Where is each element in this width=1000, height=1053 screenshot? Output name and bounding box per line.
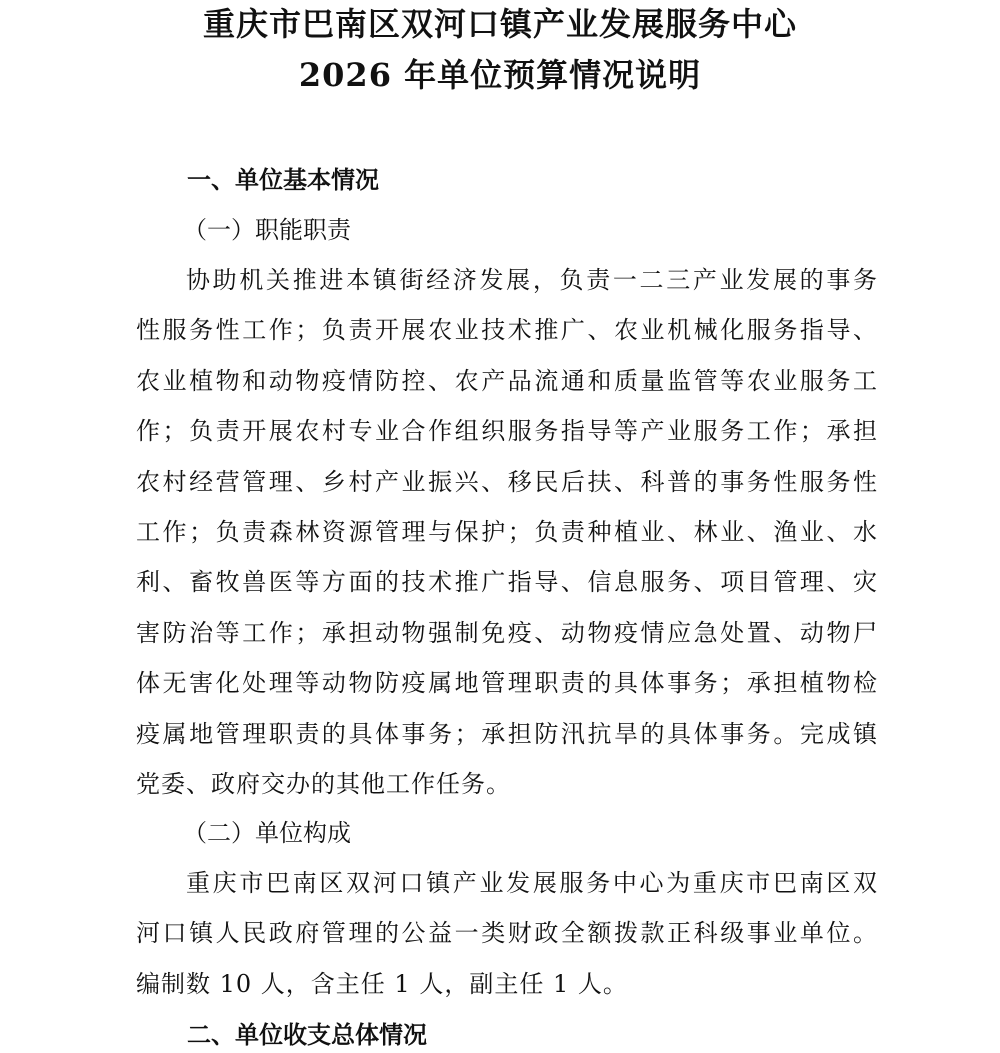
paragraph-line: 体无害化处理等动物防疫属地管理职责的具体事务；承担植物检	[136, 669, 878, 698]
paragraph-line: 利、畜牧兽医等方面的技术推广指导、信息服务、项目管理、灾	[136, 568, 878, 597]
paragraph-line: 农业植物和动物疫情防控、农产品流通和质量监管等农业服务工	[136, 366, 878, 395]
section-heading-income-expenditure: 二、单位收支总体情况	[187, 1021, 427, 1049]
subsection-heading-functions: （一）职能职责	[183, 216, 351, 244]
paragraph-line: 作；负责开展农村专业合作组织服务指导等产业服务工作；承担	[136, 417, 878, 446]
subsection-heading-composition: （二）单位构成	[183, 819, 351, 847]
paragraph-line: 重庆市巴南区双河口镇产业发展服务中心为重庆市巴南区双	[186, 869, 878, 897]
document-title-line-2: 2026 年单位预算情况说明	[298, 56, 702, 94]
paragraph-line: 党委、政府交办的其他工作任务。	[136, 770, 511, 799]
paragraph-line: 协助机关推进本镇街经济发展，负责一二三产业发展的事务	[186, 266, 878, 294]
paragraph-line: 河口镇人民政府管理的公益一类财政全额拨款正科级事业单位。	[136, 919, 878, 948]
section-heading-basic-info: 一、单位基本情况	[187, 166, 379, 194]
document-title-line-1: 重庆市巴南区双河口镇产业发展服务中心	[202, 5, 797, 43]
paragraph-line: 编制数 10 人，含主任 1 人，副主任 1 人。	[136, 969, 628, 998]
paragraph-functions	[136, 255, 878, 809]
paragraph-composition	[136, 858, 878, 1009]
paragraph-line: 性服务性工作；负责开展农业技术推广、农业机械化服务指导、	[136, 316, 878, 345]
paragraph-line: 农村经营管理、乡村产业振兴、移民后扶、科普的事务性服务性	[136, 467, 878, 496]
paragraph-line: 害防治等工作；承担动物强制免疫、动物疫情应急处置、动物尸	[136, 618, 878, 647]
paragraph-line: 疫属地管理职责的具体事务；承担防汛抗旱的具体事务。完成镇	[136, 719, 878, 748]
paragraph-line: 工作；负责森林资源管理与保护；负责种植业、林业、渔业、水	[136, 518, 878, 547]
